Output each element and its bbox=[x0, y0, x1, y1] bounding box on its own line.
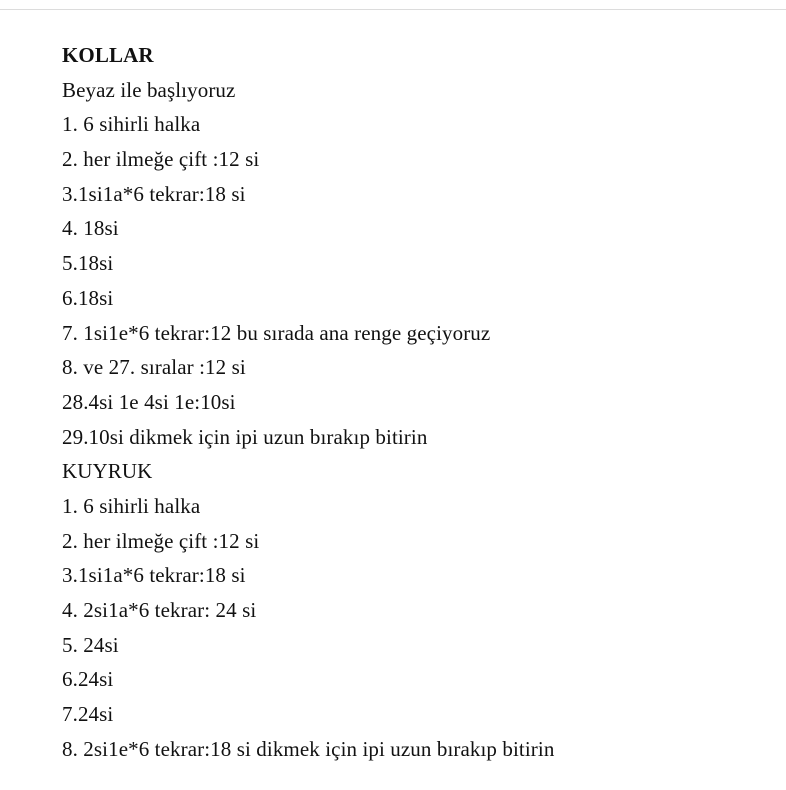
section-title-kuyruk: KUYRUK bbox=[62, 459, 153, 484]
top-divider bbox=[0, 9, 786, 10]
kuyruk-line: 8. 2si1e*6 tekrar:18 si dikmek için ipi uzun bırakıp bitirin bbox=[62, 736, 555, 761]
kuyruk-line: 7.24si bbox=[62, 702, 114, 727]
kuyruk-line: 3.1si1a*6 tekrar:18 si bbox=[62, 563, 246, 588]
kollar-line: 4. 18si bbox=[62, 216, 119, 241]
kollar-line: 1. 6 sihirli halka bbox=[62, 112, 201, 137]
kollar-line: 8. ve 27. sıralar :12 si bbox=[62, 355, 246, 380]
kollar-line: Beyaz ile başlıyoruz bbox=[62, 77, 236, 102]
kuyruk-line: 2. her ilmeğe çift :12 si bbox=[62, 528, 260, 553]
kuyruk-line: 4. 2si1a*6 tekrar: 24 si bbox=[62, 598, 257, 622]
kuyruk-line: 5. 24si bbox=[62, 632, 119, 657]
kollar-line: 29.10si dikmek için ipi uzun bırakıp bitirin bbox=[62, 424, 428, 449]
kollar-line: 7. 1si1e*6 tekrar:12 bu sırada ana renge geçiyoruz bbox=[62, 320, 491, 345]
kuyruk-line: 1. 6 sihirli halka bbox=[62, 493, 201, 518]
kollar-line: 3.1si1a*6 tekrar:18 si bbox=[62, 181, 246, 206]
kollar-line: 6.18si bbox=[62, 285, 114, 310]
kollar-line: 5.18si bbox=[62, 251, 114, 276]
section-title-kollar: KOLLAR bbox=[62, 43, 154, 67]
kuyruk-line: 6.24si bbox=[62, 667, 114, 692]
pattern-document bbox=[62, 38, 772, 766]
kollar-line: 28.4si 1e 4si 1e:10si bbox=[62, 389, 236, 414]
kollar-line: 2. her ilmeğe çift :12 si bbox=[62, 147, 260, 172]
